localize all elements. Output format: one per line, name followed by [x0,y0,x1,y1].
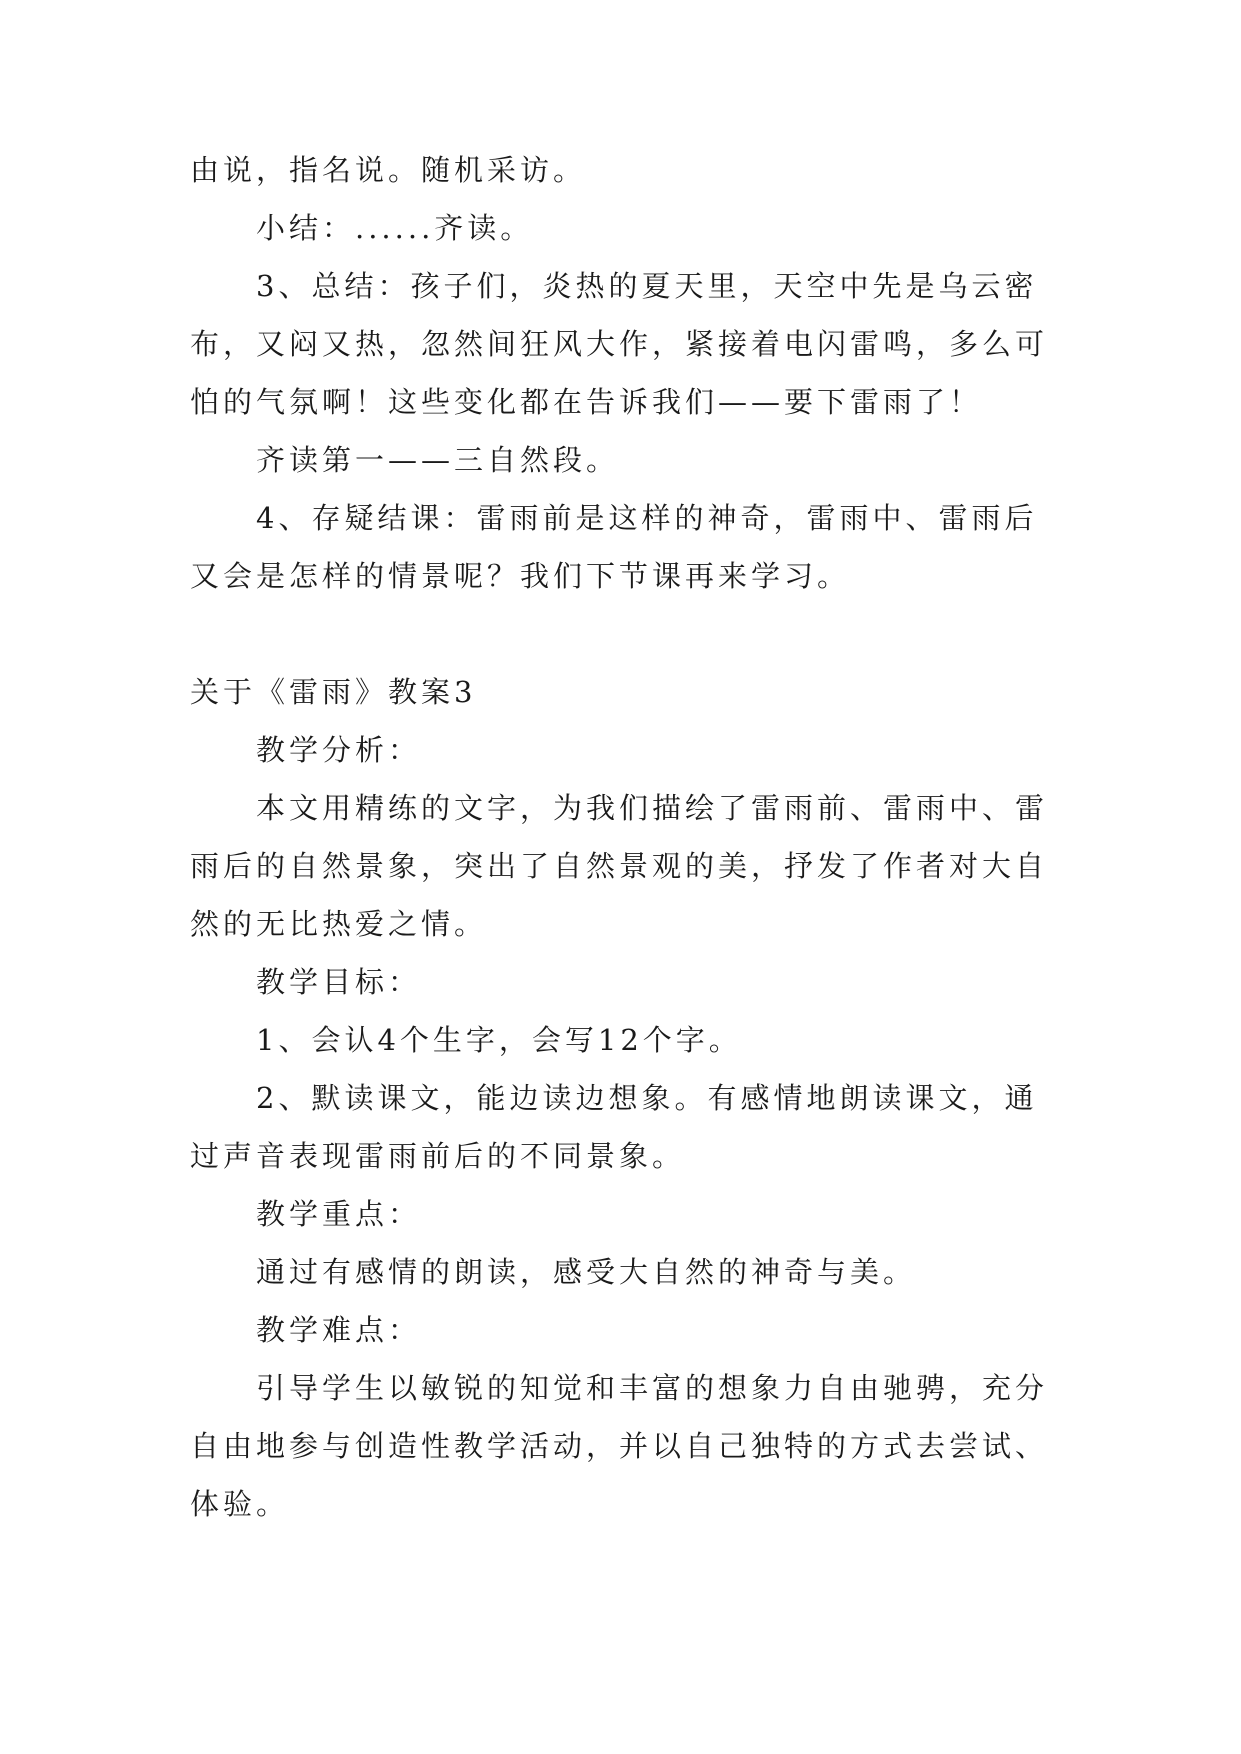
text-line: 又会是怎样的情景呢？我们下节课再来学习。 [190,559,851,593]
text-line: 3、总结：孩子们，炎热的夏天里，天空中先是乌云密 [256,269,1038,303]
text-line: 体验。 [190,1487,290,1521]
subheading: 教学难点： [256,1313,422,1347]
text-line: 1、会认4个生字，会写12个字。 [256,1023,742,1057]
subheading: 教学目标： [256,965,422,999]
text-line: 然的无比热爱之情。 [190,907,488,941]
text-line: 自由地参与创造性教学活动，并以自己独特的方式去尝试、 [190,1429,1049,1463]
subheading: 教学分析： [256,733,422,767]
text-line: 引导学生以敏锐的知觉和丰富的想象力自由驰骋，充分 [256,1371,1049,1405]
text-line: 通过有感情的朗读，感受大自然的神奇与美。 [256,1255,917,1289]
text-line: 过声音表现雷雨前后的不同景象。 [190,1139,686,1173]
text-line: 怕的气氛啊！这些变化都在告诉我们——要下雷雨了！ [190,385,983,419]
text-line: 2、默读课文，能边读边想象。有感情地朗读课文，通 [256,1081,1038,1115]
text-line: 由说，指名说。随机采访。 [190,153,587,187]
text-line: 本文用精练的文字，为我们描绘了雷雨前、雷雨中、雷 [256,791,1049,825]
text-line: 雨后的自然景象，突出了自然景观的美，抒发了作者对大自 [190,849,1049,883]
section-heading: 关于《雷雨》教案3 [190,675,477,709]
text-line: 齐读第一——三自然段。 [256,443,620,477]
text-line: 4、存疑结课：雷雨前是这样的神奇，雷雨中、雷雨后 [256,501,1038,535]
subheading: 教学重点： [256,1197,422,1231]
text-line: 小结：......齐读。 [256,211,534,245]
text-line: 布，又闷又热，忽然间狂风大作，紧接着电闪雷鸣，多么可 [190,327,1049,361]
